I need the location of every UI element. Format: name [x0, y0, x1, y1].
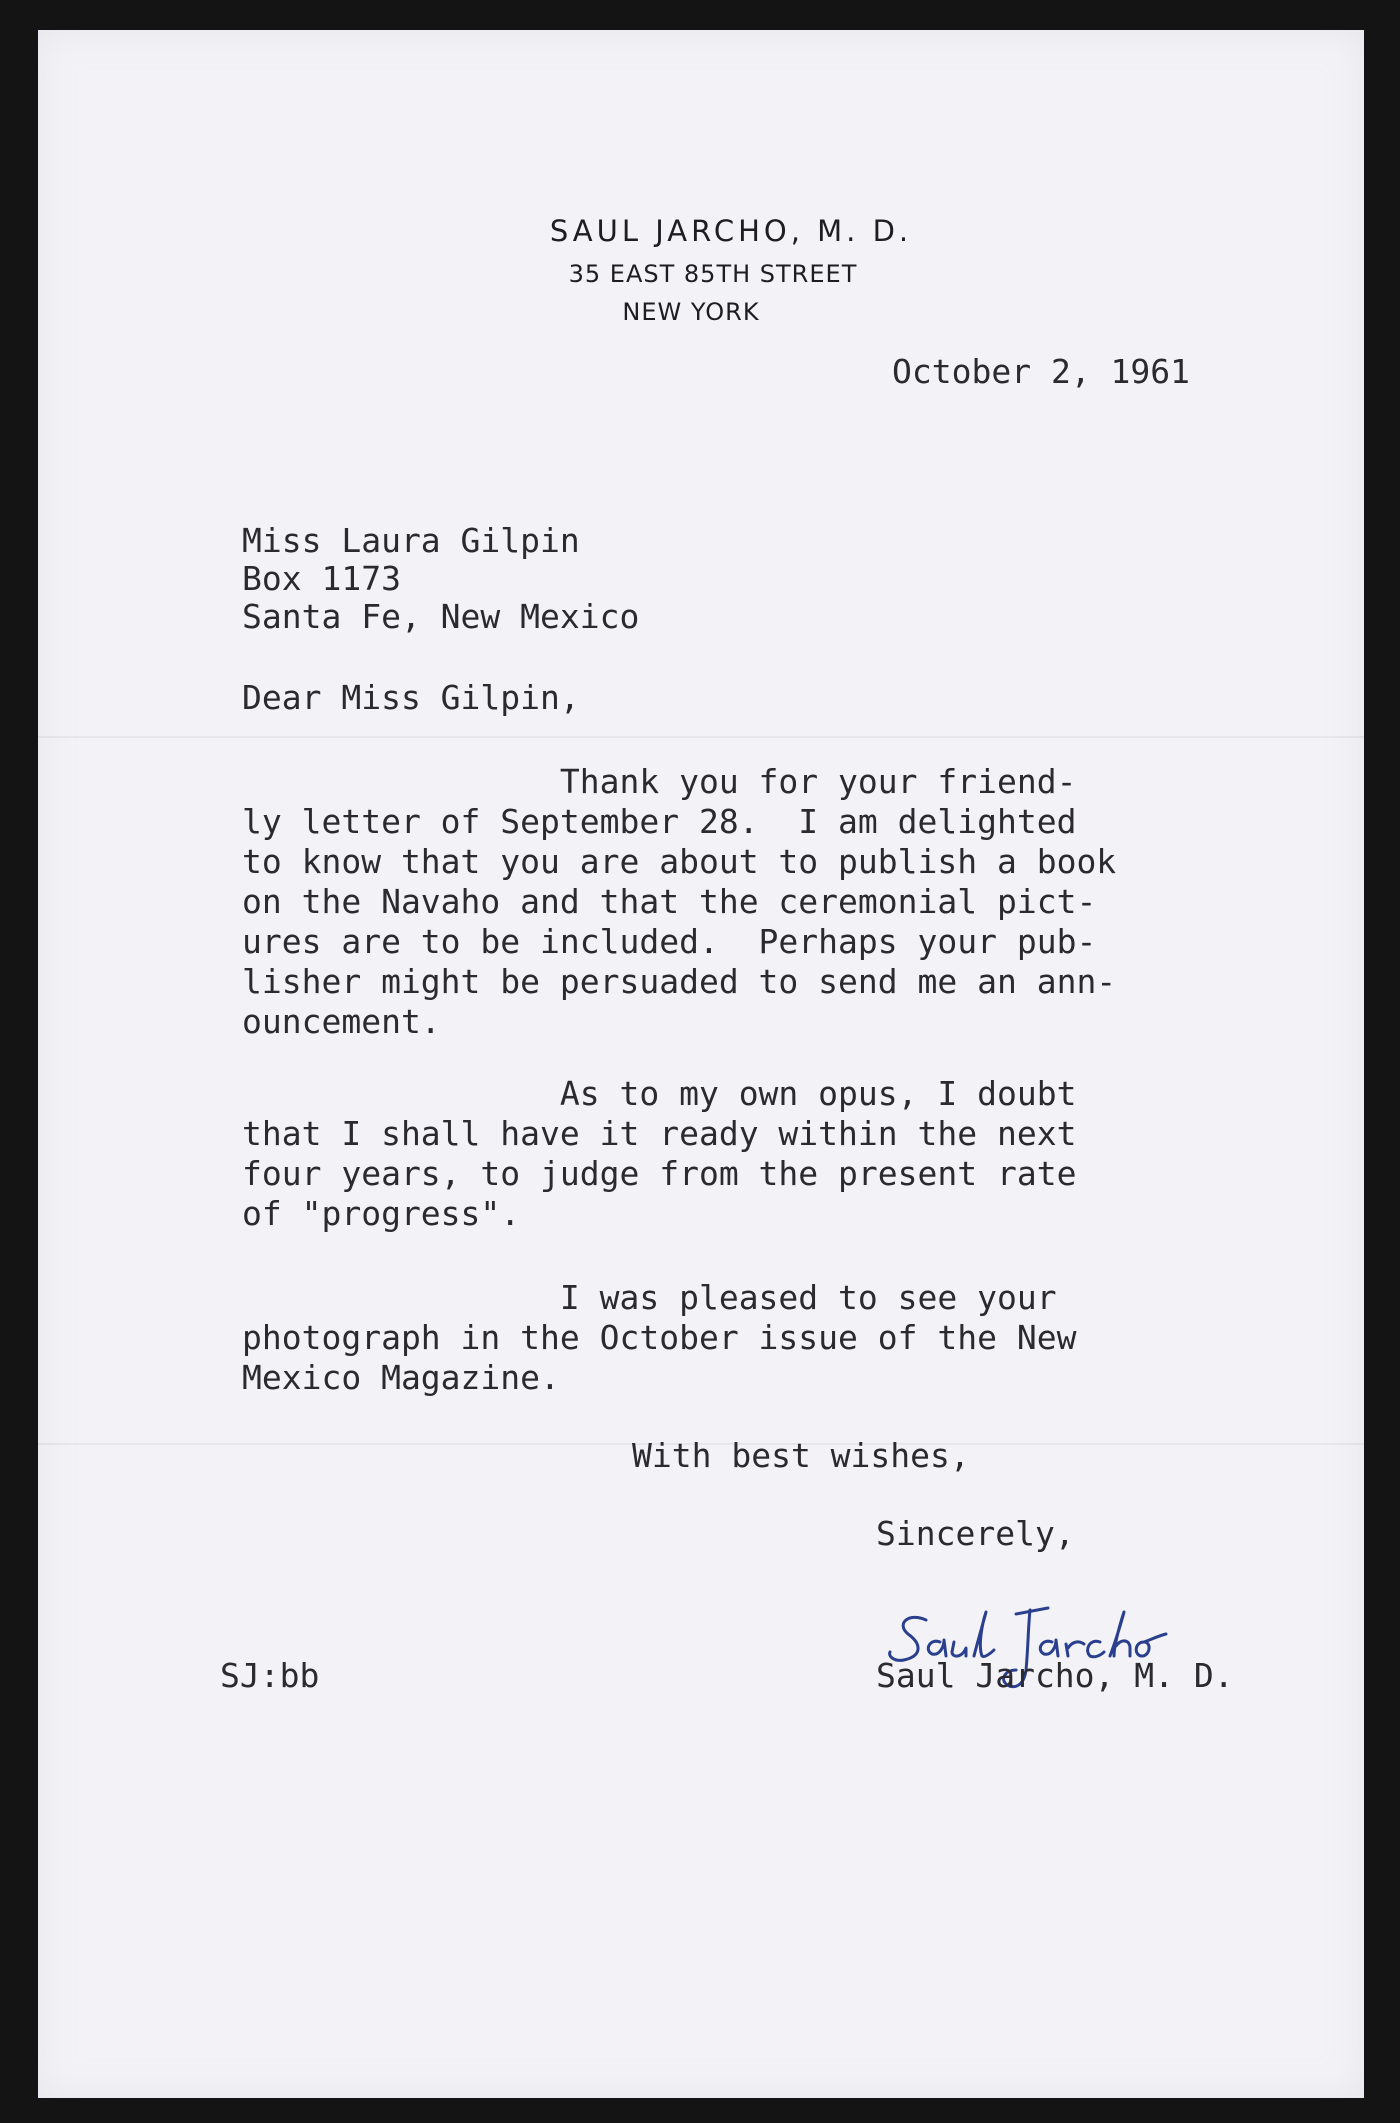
closing: With best wishes, [632, 1436, 970, 1475]
fold-line [38, 736, 1364, 738]
recipient-city: Santa Fe, New Mexico [242, 597, 640, 636]
letterhead-city: NEW YORK [622, 298, 760, 326]
salutation: Dear Miss Gilpin, [242, 678, 580, 717]
typed-signature: Saul Jarcho, M. D. [876, 1656, 1234, 1695]
body-paragraph: I was pleased to see your photograph in the October issue of the New Mexico Magazine. [242, 1278, 1077, 1397]
body-paragraph: As to my own opus, I doubt that I shall have it ready within the next four years, to judge from the present rate of "progress". [242, 1074, 1077, 1233]
recipient-box: Box 1173 [242, 559, 401, 598]
letterhead-name: SAUL JARCHO, M. D. [549, 214, 913, 248]
typist-initials: SJ:bb [220, 1656, 320, 1695]
letter-date: October 2, 1961 [892, 352, 1191, 391]
sign-off: Sincerely, [876, 1514, 1075, 1553]
body-paragraph: Thank you for your friend- ly letter of September 28. I am delighted to know that you are about to publish a book on the Navaho and that the ceremonial pict- ures are to be included. Perhaps your pub- lisher might be persuaded to send me an ann- ouncement. [242, 762, 1117, 1041]
recipient-name: Miss Laura Gilpin [242, 521, 580, 560]
letter-page [38, 30, 1364, 2098]
letterhead-street: 35 EAST 85TH STREET [568, 260, 858, 288]
